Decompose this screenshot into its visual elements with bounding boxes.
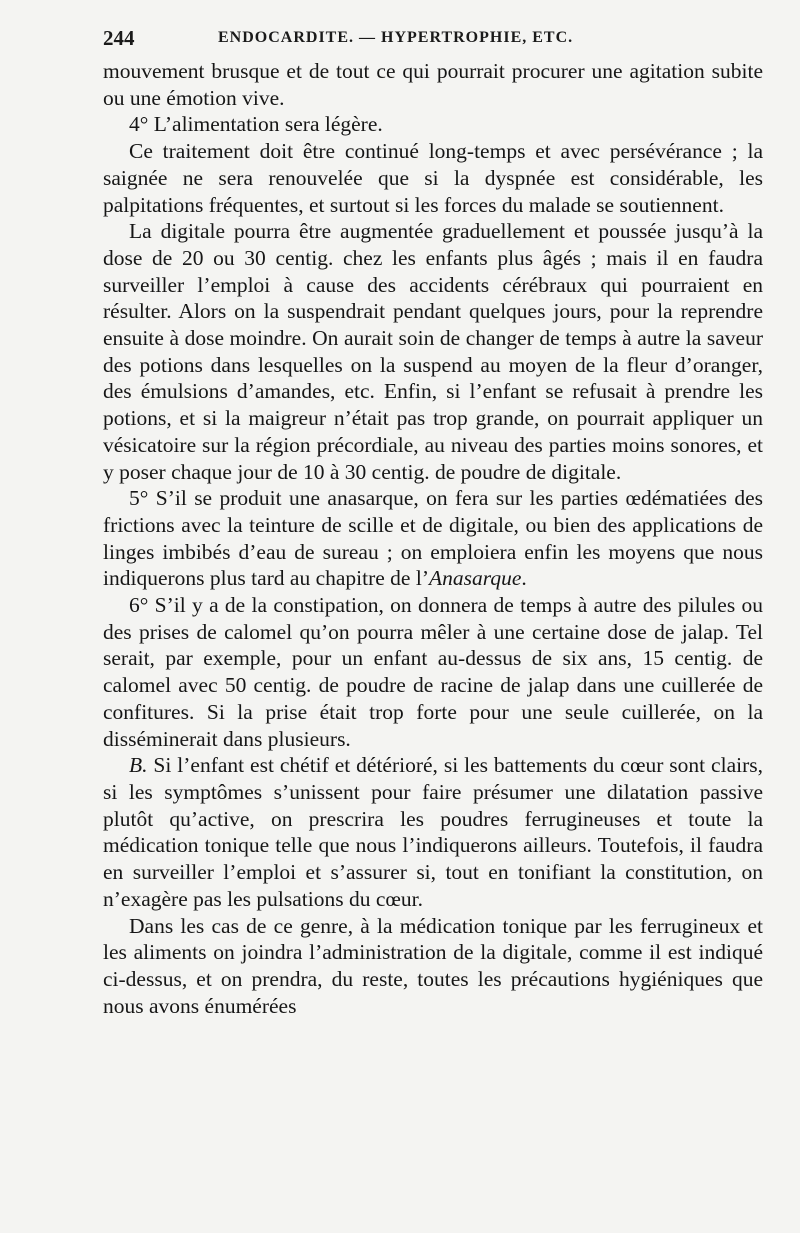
paragraph-text-end: . xyxy=(521,566,527,591)
paragraph-text: mouvement brusque et de tout ce qui pourrait procurer une agitation subite ou une émotion vive. xyxy=(103,59,763,110)
paragraph-item-4 xyxy=(103,111,763,138)
paragraph-item-6 xyxy=(103,592,763,752)
paragraph-text: Dans les cas de ce genre, à la médication tonique par les ferrugineux et les aliments on joindra l’administration de la digitale, comme il est indiqué ci-dessus, et on prendra, du reste, toutes les précautions hygiéniques que nous avons énumérées xyxy=(103,913,763,1018)
page-header xyxy=(103,26,763,56)
page-number: 244 xyxy=(103,26,135,50)
paragraph-text: La digitale pourra être augmentée graduellement et poussée jusqu’à la dose de 20 ou 30 centig. chez les enfants plus âgés ; mais il en faudra surveiller l’emploi à cause des accidents cérébraux qui pourraient en résulter. Alors on la suspendrait pendant quelques jours, pour la reprendre ensuite à dose moindre. On aurait soin de changer de temps à autre la saveur des potions dans lesquelles on la suspend au moyen de la fleur d’oranger, des émulsions d’amandes, etc. Enfin, si l’enfant se refusait à prendre les potions, et si la maigreur n’était pas trop grande, on pourrait appliquer un vésicatoire sur la région précordiale, au niveau des parties moins sonores, et y poser chaque jour de 10 à 30 centig. de poudre de digitale. xyxy=(103,219,763,484)
paragraph-text: 6° S’il y a de la constipation, on donnera de temps à autre des pilules ou des prises de calomel qu’on pourra mêler à une certaine dose de jalap. Tel serait, par exemple, pour un enfant au-dessus de six ans, 15 centig. de calomel avec 50 centig. de poudre de racine de jalap dans une cuillerée de confitures. Si la prise était trop forte pour une seule cuillerée, on la disséminerait dans plusieurs. xyxy=(103,593,763,751)
paragraph-continuation xyxy=(103,58,763,111)
paragraph-treatment-duration xyxy=(103,138,763,218)
paragraph-text: Ce traitement doit être continué long-temps et avec persévérance ; la saignée ne sera renouvelée que si la dyspnée est considérable, les palpitations fréquentes, et surtout si les forces du malade se soutiennent. xyxy=(103,139,763,217)
paragraph-text: 5° S’il se produit une anasarque, on fera sur les parties œdématiées des frictions avec la teinture de scille et de digitale, ou bien des applications de linges imbibés d’eau de sureau ; on emploiera enfin les moyens que nous indiquerons plus tard au chapitre de l’ xyxy=(103,486,763,591)
paragraph-digitalis xyxy=(103,218,763,485)
running-title: ENDOCARDITE. — HYPERTROPHIE, ETC. xyxy=(218,29,574,46)
paragraph-section-b xyxy=(103,752,763,912)
italic-reference: Anasarque xyxy=(429,566,522,591)
paragraph-tonic-medication xyxy=(103,913,763,1020)
paragraph-text: 4° L’alimentation sera légère. xyxy=(129,112,383,137)
body-text xyxy=(103,58,763,1019)
section-letter: B. xyxy=(129,753,148,778)
paragraph-item-5 xyxy=(103,485,763,592)
paragraph-text: Si l’enfant est chétif et détérioré, si les battements du cœur sont clairs, si les symptômes s’unissent pour faire présumer une dilatation passive plutôt qu’active, on prescrira les poudres ferrugineuses et toute la médication tonique telle que nous l’indiquerons ailleurs. Toutefois, il faudra en surveiller l’emploi et s’assurer si, tout en tonifiant la constitution, on n’exagère pas les pulsations du cœur. xyxy=(103,753,763,911)
